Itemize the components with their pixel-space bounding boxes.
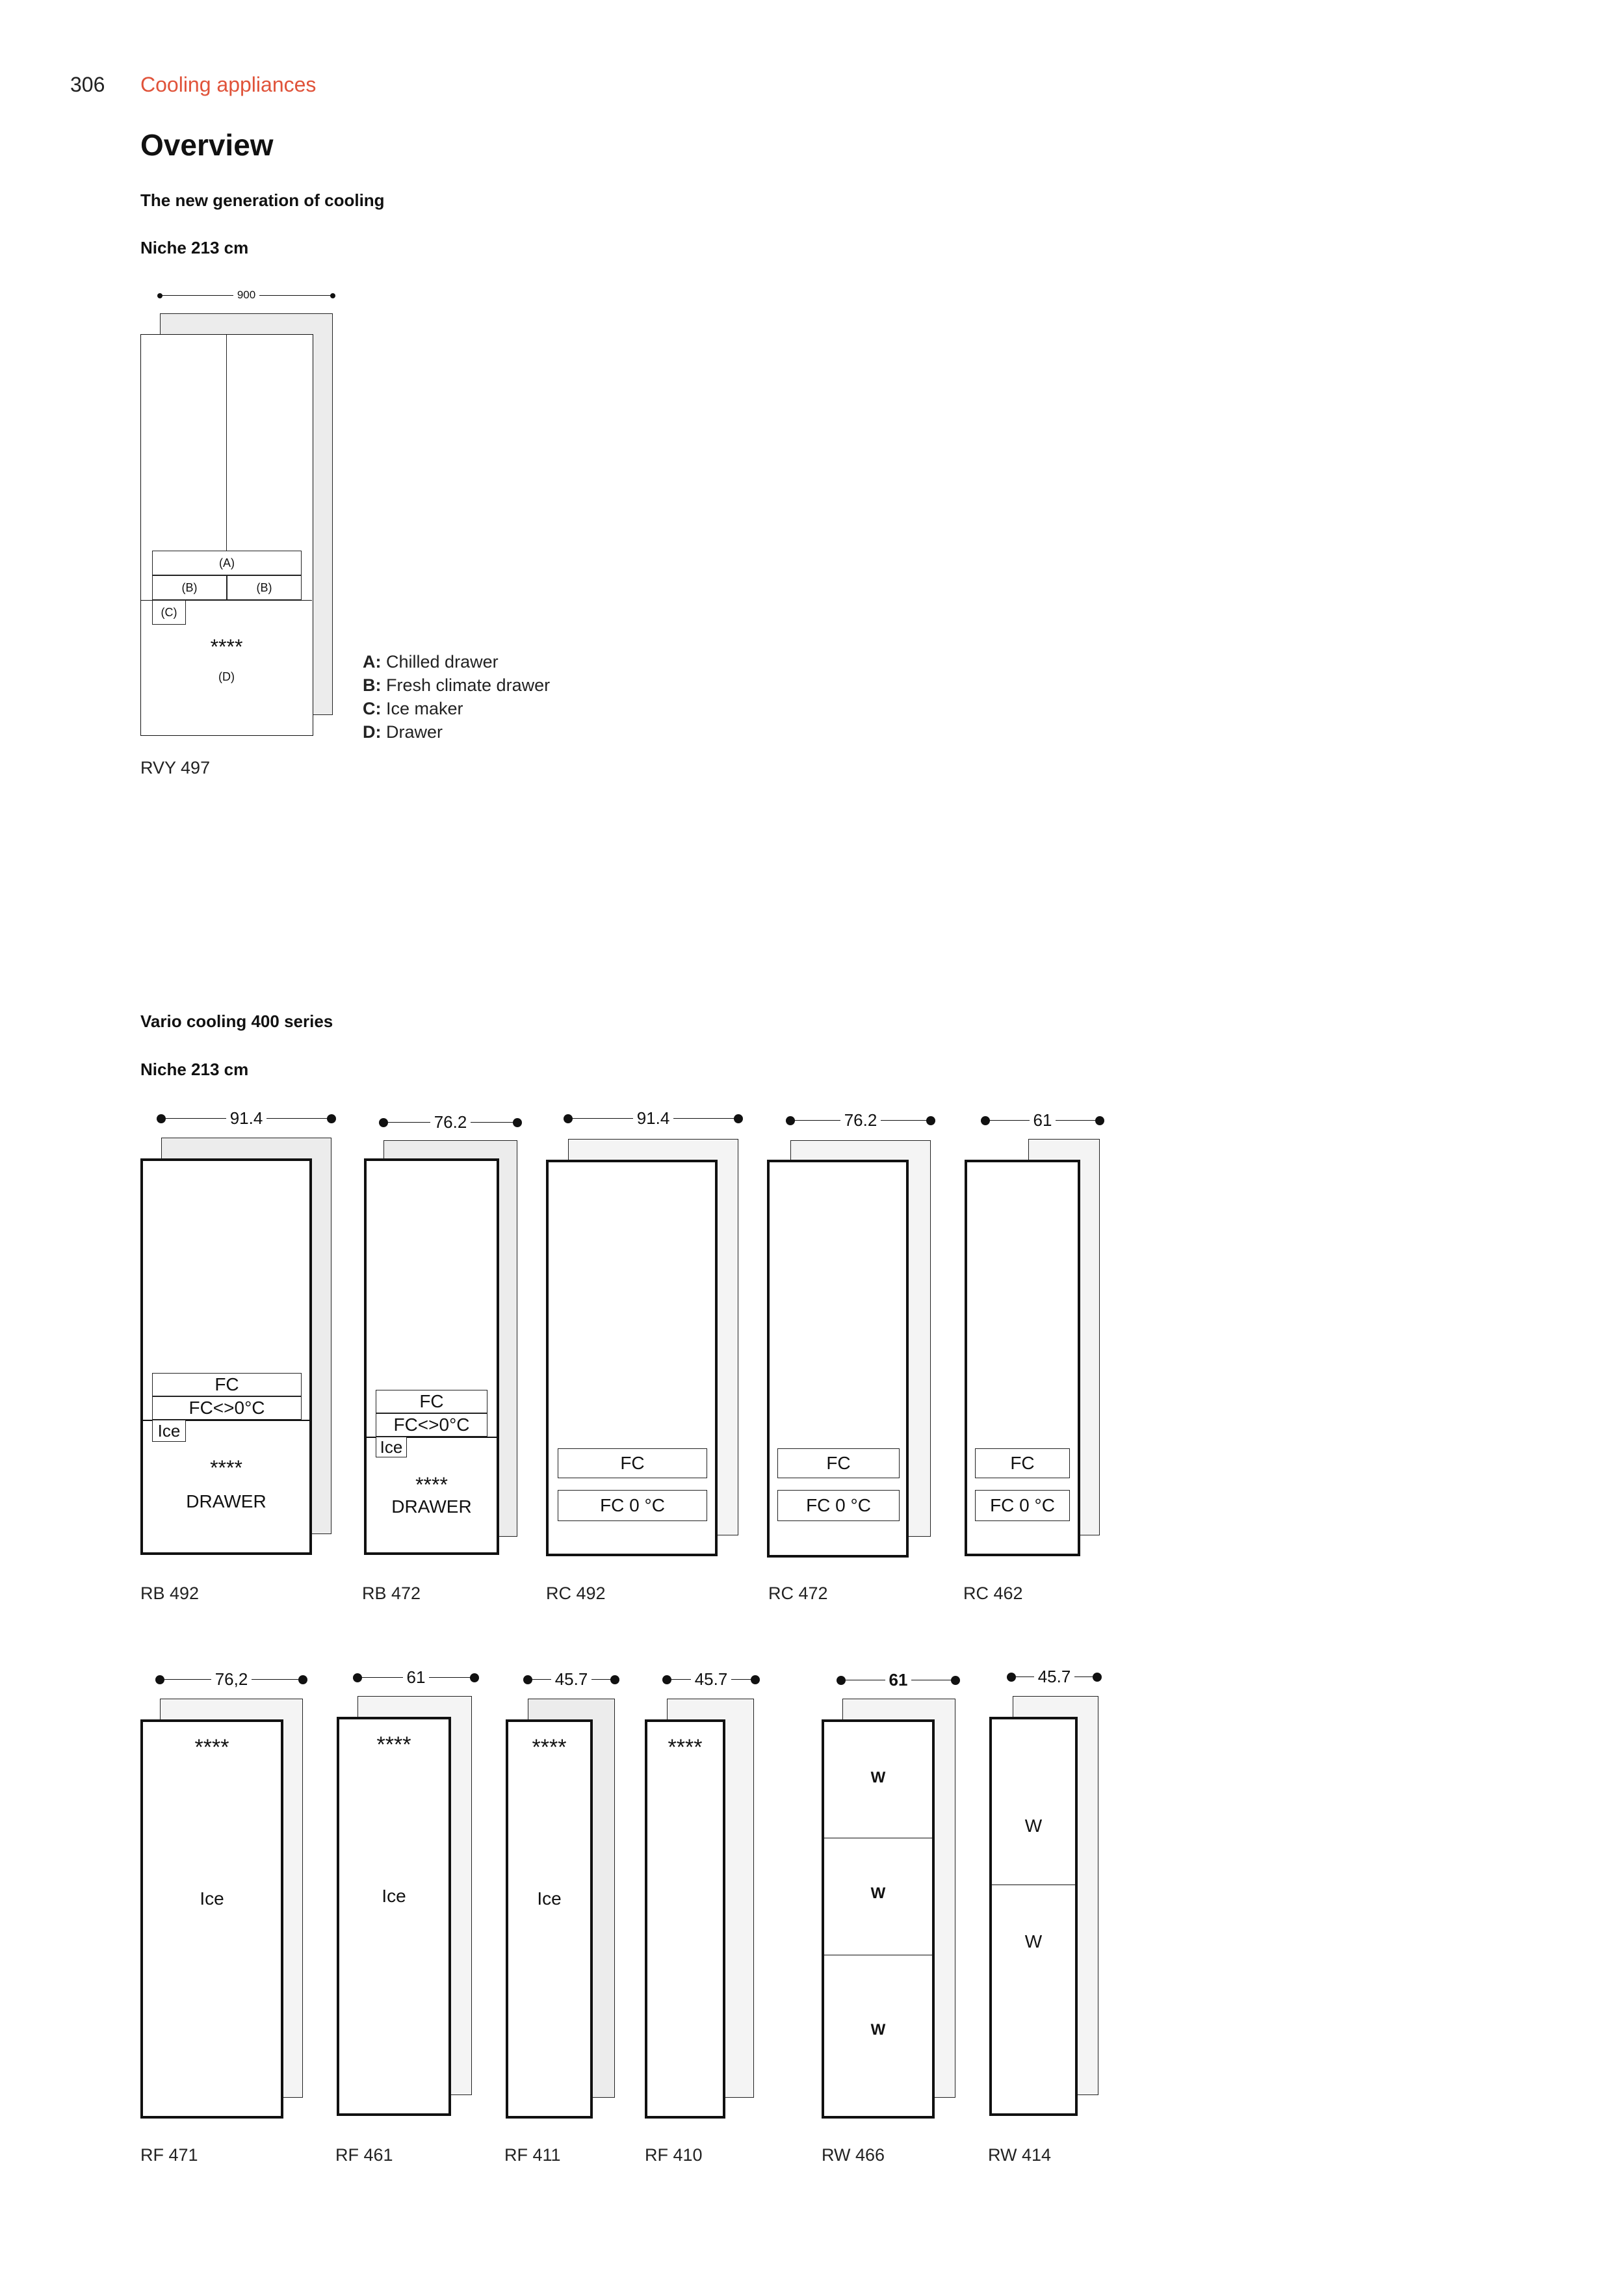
rf471-width-dimension bbox=[160, 1670, 303, 1689]
rvy-front bbox=[140, 334, 313, 736]
rw414-zone-1: W bbox=[1024, 1816, 1043, 1836]
rc472-fc-zero-drawer: FC 0 °C bbox=[777, 1490, 900, 1521]
rvy-drawer-a: (A) bbox=[152, 551, 302, 575]
section-title: Cooling appliances bbox=[140, 73, 317, 96]
rc492-front bbox=[546, 1160, 718, 1556]
rc472-width-label: 76.2 bbox=[840, 1110, 881, 1130]
rvy-door-split bbox=[226, 335, 227, 551]
rw466-width-dimension bbox=[841, 1671, 955, 1690]
rf461-ice-label: Ice bbox=[382, 1886, 406, 1906]
rw466-zone-1: W bbox=[870, 1769, 886, 1786]
rf471-stars: **** bbox=[194, 1735, 229, 1760]
rw466-width-label: 61 bbox=[885, 1670, 912, 1689]
rf461-width-dimension bbox=[357, 1668, 474, 1688]
rc492-width-dimension bbox=[568, 1109, 738, 1128]
rc492-fc-zero-drawer: FC 0 °C bbox=[558, 1490, 707, 1521]
rvy-ice-maker-c: (C) bbox=[152, 600, 186, 625]
legend-item-d: D: Drawer bbox=[363, 722, 443, 742]
rw466-zone-2: W bbox=[870, 1885, 886, 1902]
rw414-width-label: 45.7 bbox=[1034, 1667, 1075, 1686]
rw466-zone-3: W bbox=[870, 2021, 886, 2039]
rf411-width-dimension bbox=[528, 1670, 615, 1689]
rb492-front bbox=[140, 1158, 312, 1555]
rvy-drawer-b-right: (B) bbox=[227, 575, 302, 600]
rf411-stars: **** bbox=[532, 1735, 567, 1760]
rb472-width-label: 76.2 bbox=[430, 1112, 471, 1132]
rb472-drawer-label: DRAWER bbox=[391, 1496, 472, 1517]
rf410-model: RF 410 bbox=[645, 2145, 703, 2165]
rc472-fc-drawer: FC bbox=[777, 1448, 900, 1478]
rc462-fc-drawer: FC bbox=[975, 1448, 1070, 1478]
rb472-front bbox=[364, 1158, 499, 1555]
rc462-front bbox=[965, 1160, 1080, 1556]
rb492-width-label: 91.4 bbox=[226, 1108, 267, 1128]
rb472-stars: **** bbox=[415, 1473, 448, 1496]
rw414-model: RW 414 bbox=[988, 2145, 1052, 2165]
rvy-drawer-b-left: (B) bbox=[152, 575, 227, 600]
rf410-stars: **** bbox=[668, 1735, 703, 1760]
page-title: Overview bbox=[140, 128, 274, 162]
rc472-front bbox=[767, 1160, 909, 1558]
rc472-width-dimension bbox=[790, 1111, 931, 1130]
vario-title: Vario cooling 400 series bbox=[140, 1011, 333, 1031]
rb492-width-dimension bbox=[161, 1109, 331, 1128]
rb472-model: RB 472 bbox=[362, 1584, 421, 1603]
niche-label: Niche 213 cm bbox=[140, 238, 249, 257]
rf461-front bbox=[337, 1717, 451, 2116]
rc492-model: RC 492 bbox=[546, 1584, 606, 1603]
rc472-model: RC 472 bbox=[768, 1584, 828, 1603]
rf461-model: RF 461 bbox=[335, 2145, 393, 2165]
rc492-fc-drawer: FC bbox=[558, 1448, 707, 1478]
rc462-model: RC 462 bbox=[963, 1584, 1023, 1603]
rf471-model: RF 471 bbox=[140, 2145, 198, 2165]
rf411-model: RF 411 bbox=[504, 2145, 561, 2165]
rb472-fc-zero-drawer: FC<>0°C bbox=[376, 1413, 487, 1437]
rf471-width-label: 76,2 bbox=[211, 1669, 252, 1689]
rf461-width-label: 61 bbox=[403, 1667, 430, 1687]
rf461-stars: **** bbox=[376, 1732, 411, 1757]
rf411-front bbox=[506, 1719, 593, 2119]
rw414-zone-2: W bbox=[1024, 1931, 1043, 1951]
rb472-fc-drawer: FC bbox=[376, 1390, 487, 1413]
rb492-ice-box: Ice bbox=[152, 1420, 186, 1442]
rf410-front bbox=[645, 1719, 725, 2119]
rb492-drawer-label: DRAWER bbox=[186, 1491, 266, 1511]
rvy-width-label: 900 bbox=[233, 289, 259, 301]
rb472-ice-box: Ice bbox=[376, 1437, 407, 1457]
legend-item-a: A: Chilled drawer bbox=[363, 652, 499, 672]
rw466-model: RW 466 bbox=[822, 2145, 885, 2165]
rf471-front bbox=[140, 1719, 283, 2119]
rvy-stars: **** bbox=[210, 635, 243, 659]
rc492-width-label: 91.4 bbox=[633, 1108, 674, 1128]
vario-niche: Niche 213 cm bbox=[140, 1060, 249, 1079]
rf471-ice-label: Ice bbox=[200, 1888, 224, 1909]
page-number: 306 bbox=[70, 73, 105, 96]
rw466-front bbox=[822, 1719, 935, 2119]
rb492-fc-zero-drawer: FC<>0°C bbox=[152, 1396, 302, 1420]
legend-item-b: B: Fresh climate drawer bbox=[363, 675, 551, 695]
legend-item-c: C: Ice maker bbox=[363, 699, 463, 718]
rf410-width-label: 45.7 bbox=[691, 1669, 732, 1689]
rvy-model: RVY 497 bbox=[140, 758, 211, 777]
rf411-ice-label: Ice bbox=[537, 1888, 562, 1909]
rc462-width-label: 61 bbox=[1030, 1110, 1056, 1130]
rc462-fc-zero-drawer: FC 0 °C bbox=[975, 1490, 1070, 1521]
rb472-width-dimension bbox=[383, 1113, 517, 1132]
rw414-width-dimension bbox=[1011, 1667, 1097, 1687]
subtitle: The new generation of cooling bbox=[140, 190, 385, 210]
rb492-model: RB 492 bbox=[140, 1584, 200, 1603]
rvy-width-dimension bbox=[160, 286, 333, 306]
rb492-fc-drawer: FC bbox=[152, 1373, 302, 1396]
rw414-front bbox=[989, 1717, 1078, 2116]
rb492-stars: **** bbox=[210, 1456, 242, 1480]
rvy-drawer-d: (D) bbox=[218, 670, 235, 683]
legend bbox=[363, 650, 550, 744]
rf411-width-label: 45.7 bbox=[551, 1669, 592, 1689]
rf410-width-dimension bbox=[667, 1670, 755, 1689]
rc462-width-dimension bbox=[985, 1111, 1100, 1130]
